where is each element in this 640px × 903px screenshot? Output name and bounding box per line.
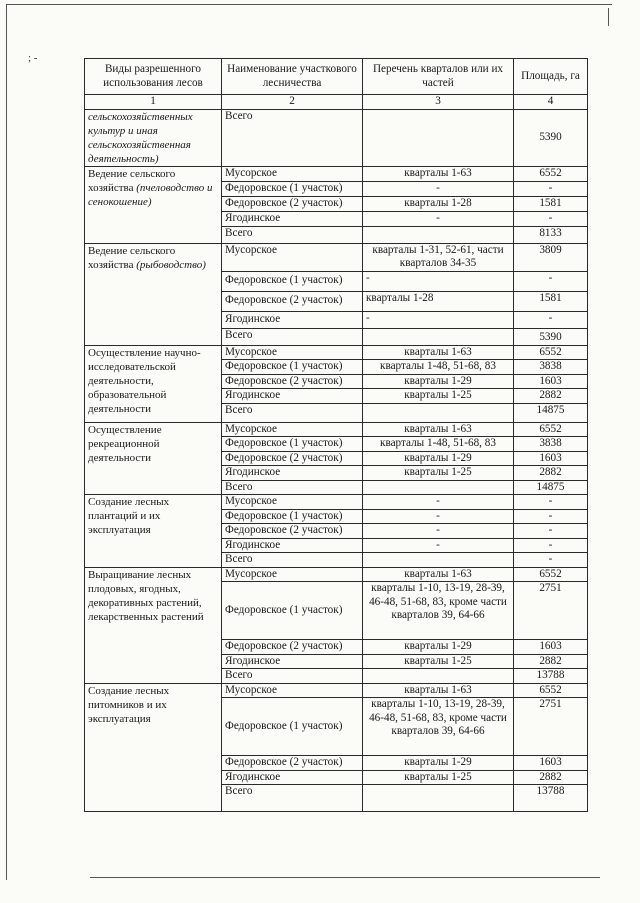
- quarters-cell: [363, 553, 514, 568]
- quarters-cell: -: [363, 211, 514, 226]
- forestry-cell: Федоровское (2 участок): [222, 196, 363, 211]
- area-cell: -: [514, 509, 588, 524]
- forestry-cell: Ягодинское: [222, 389, 363, 404]
- area-cell: 2882: [514, 466, 588, 481]
- forestry-cell: Ягодинское: [222, 654, 363, 669]
- page-border-left: [6, 4, 7, 880]
- header-area: Площадь, га: [514, 59, 588, 95]
- forestry-cell: Мусорское: [222, 243, 363, 271]
- page-border-bottom: [90, 877, 600, 878]
- use-type-cell: [85, 345, 222, 422]
- quarters-cell: кварталы 1-10, 13-19, 28-39, 46-48, 51-68, 83, кроме части кварталов 39, 64-66: [363, 582, 514, 640]
- forestry-cell: Мусорское: [222, 166, 363, 181]
- quarters-cell: кварталы 1-63: [363, 166, 514, 181]
- quarters-cell: кварталы 1-63: [363, 567, 514, 582]
- quarters-cell: кварталы 1-29: [363, 640, 514, 655]
- column-number: 2: [222, 95, 363, 110]
- forestry-cell: Федоровское (2 участок): [222, 524, 363, 539]
- forestry-cell: Федоровское (1 участок): [222, 271, 363, 291]
- quarters-cell: кварталы 1-48, 51-68, 83: [363, 437, 514, 452]
- table-row: [85, 166, 588, 181]
- page-mark: ; -: [28, 52, 38, 64]
- table-row: [85, 243, 588, 271]
- header-quarters: Перечень кварталов или их частей: [363, 59, 514, 95]
- use-type-cell: [85, 683, 222, 812]
- forestry-cell: Всего: [222, 109, 363, 166]
- forestry-cell: Всего: [222, 328, 363, 345]
- forestry-cell: Федоровское (2 участок): [222, 291, 363, 311]
- quarters-cell: [363, 226, 514, 243]
- area-cell: 1581: [514, 196, 588, 211]
- table-row: [85, 683, 588, 698]
- area-cell: 3838: [514, 437, 588, 452]
- area-cell: 2751: [514, 698, 588, 756]
- quarters-cell: кварталы 1-25: [363, 654, 514, 669]
- forestry-cell: Мусорское: [222, 422, 363, 437]
- quarters-cell: кварталы 1-28: [363, 196, 514, 211]
- forestry-cell: Всего: [222, 669, 363, 684]
- area-cell: 6552: [514, 683, 588, 698]
- forestry-cell: Мусорское: [222, 683, 363, 698]
- use-type-cell: [85, 422, 222, 495]
- area-cell: -: [514, 271, 588, 291]
- area-cell: 6552: [514, 166, 588, 181]
- table-body: [85, 109, 588, 812]
- column-number: 4: [514, 95, 588, 110]
- quarters-cell: кварталы 1-29: [363, 374, 514, 389]
- area-cell: 1603: [514, 451, 588, 466]
- quarters-cell: -: [363, 181, 514, 196]
- quarters-cell: -: [363, 538, 514, 553]
- forestry-cell: Федоровское (1 участок): [222, 509, 363, 524]
- table-row: [85, 567, 588, 582]
- area-cell: 2751: [514, 582, 588, 640]
- area-cell: -: [514, 311, 588, 328]
- use-type-cell: [85, 109, 222, 166]
- area-cell: 6552: [514, 567, 588, 582]
- quarters-cell: кварталы 1-63: [363, 345, 514, 360]
- area-cell: 1603: [514, 756, 588, 771]
- use-type-note: (пчеловодство и сенокошение): [88, 181, 213, 208]
- area-cell: -: [514, 211, 588, 226]
- forestry-cell: Федоровское (2 участок): [222, 451, 363, 466]
- use-type-label: Создание лесных питомников и их эксплуатация: [88, 684, 170, 725]
- quarters-cell: [363, 669, 514, 684]
- forestry-cell: Всего: [222, 480, 363, 495]
- area-cell: 1581: [514, 291, 588, 311]
- forestry-cell: Мусорское: [222, 567, 363, 582]
- area-cell: 5390: [514, 109, 588, 166]
- area-cell: 2882: [514, 654, 588, 669]
- forestry-cell: Ягодинское: [222, 211, 363, 226]
- quarters-cell: -: [363, 509, 514, 524]
- area-cell: 6552: [514, 345, 588, 360]
- use-type-cell: [85, 243, 222, 345]
- forestry-cell: Федоровское (1 участок): [222, 181, 363, 196]
- forestry-cell: Федоровское (1 участок): [222, 360, 363, 375]
- table-row: [85, 422, 588, 437]
- area-cell: -: [514, 538, 588, 553]
- quarters-cell: [363, 403, 514, 422]
- forestry-cell: Всего: [222, 403, 363, 422]
- use-type-label: Выращивание лесных плодовых, ягодных, декоративных растений, лекарственных растений: [88, 568, 204, 623]
- use-type-cell: [85, 166, 222, 243]
- page-border-top: [6, 4, 612, 5]
- area-cell: -: [514, 495, 588, 510]
- quarters-cell: кварталы 1-29: [363, 451, 514, 466]
- quarters-cell: кварталы 1-63: [363, 683, 514, 698]
- area-cell: 14875: [514, 480, 588, 495]
- area-cell: 13788: [514, 785, 588, 812]
- quarters-cell: -: [363, 311, 514, 328]
- forestry-cell: Ягодинское: [222, 466, 363, 481]
- header-purpose: Виды разрешенного использования лесов: [85, 59, 222, 95]
- forestry-cell: Федоровское (2 участок): [222, 640, 363, 655]
- forestry-cell: Федоровское (2 участок): [222, 374, 363, 389]
- area-cell: 2882: [514, 770, 588, 785]
- area-cell: 6552: [514, 422, 588, 437]
- use-type-label: Осуществление научно-исследовательской деятельности, образовательной деятельности: [88, 346, 201, 415]
- quarters-cell: кварталы 1-29: [363, 756, 514, 771]
- column-number: 3: [363, 95, 514, 110]
- quarters-cell: [363, 109, 514, 166]
- forestry-cell: Всего: [222, 226, 363, 243]
- forestry-cell: Ягодинское: [222, 311, 363, 328]
- forestry-cell: Всего: [222, 785, 363, 812]
- quarters-cell: -: [363, 524, 514, 539]
- forestry-cell: Федоровское (1 участок): [222, 698, 363, 756]
- quarters-cell: кварталы 1-10, 13-19, 28-39, 46-48, 51-68, 83, кроме части кварталов 39, 64-66: [363, 698, 514, 756]
- area-cell: 14875: [514, 403, 588, 422]
- forest-use-table: [84, 58, 588, 812]
- column-number: 1: [85, 95, 222, 110]
- quarters-cell: кварталы 1-25: [363, 466, 514, 481]
- area-cell: -: [514, 524, 588, 539]
- use-type-label: Осуществление рекреационной деятельности: [88, 423, 162, 464]
- use-type-label: Ведение сельского хозяйства: [88, 244, 176, 271]
- use-type-note: (рыбоводство): [136, 258, 206, 271]
- use-type-cell: [85, 495, 222, 568]
- quarters-cell: кварталы 1-25: [363, 389, 514, 404]
- area-cell: -: [514, 553, 588, 568]
- forestry-cell: Ягодинское: [222, 538, 363, 553]
- area-cell: 2882: [514, 389, 588, 404]
- quarters-cell: -: [363, 271, 514, 291]
- quarters-cell: [363, 328, 514, 345]
- header-row: [85, 59, 588, 95]
- use-type-label: Ведение сельского хозяйства: [88, 167, 176, 194]
- column-number-row: [85, 95, 588, 110]
- use-type-note: сельскохозяйственных культур и иная сельскохозяйственная деятельность): [88, 110, 193, 165]
- area-cell: 1603: [514, 374, 588, 389]
- area-cell: 5390: [514, 328, 588, 345]
- forestry-cell: Федоровское (1 участок): [222, 582, 363, 640]
- header-forestry: Наименование участкового лесничества: [222, 59, 363, 95]
- area-cell: -: [514, 181, 588, 196]
- area-cell: 8133: [514, 226, 588, 243]
- forestry-cell: Мусорское: [222, 345, 363, 360]
- quarters-cell: кварталы 1-48, 51-68, 83: [363, 360, 514, 375]
- area-cell: 13788: [514, 669, 588, 684]
- forestry-cell: Федоровское (1 участок): [222, 437, 363, 452]
- quarters-cell: [363, 785, 514, 812]
- table-row: [85, 345, 588, 360]
- table-row: [85, 109, 588, 166]
- area-cell: 3838: [514, 360, 588, 375]
- quarters-cell: -: [363, 495, 514, 510]
- area-cell: 3809: [514, 243, 588, 271]
- forestry-cell: Ягодинское: [222, 770, 363, 785]
- quarters-cell: [363, 480, 514, 495]
- quarters-cell: кварталы 1-31, 52-61, части кварталов 34-35: [363, 243, 514, 271]
- forestry-cell: Мусорское: [222, 495, 363, 510]
- forestry-cell: Всего: [222, 553, 363, 568]
- table-row: [85, 495, 588, 510]
- use-type-label: Создание лесных плантаций и их эксплуатация: [88, 496, 170, 536]
- quarters-cell: кварталы 1-63: [363, 422, 514, 437]
- use-type-cell: [85, 567, 222, 683]
- area-cell: 1603: [514, 640, 588, 655]
- quarters-cell: кварталы 1-25: [363, 770, 514, 785]
- quarters-cell: кварталы 1-28: [363, 291, 514, 311]
- forestry-cell: Федоровское (2 участок): [222, 756, 363, 771]
- page-border-right: [608, 8, 609, 26]
